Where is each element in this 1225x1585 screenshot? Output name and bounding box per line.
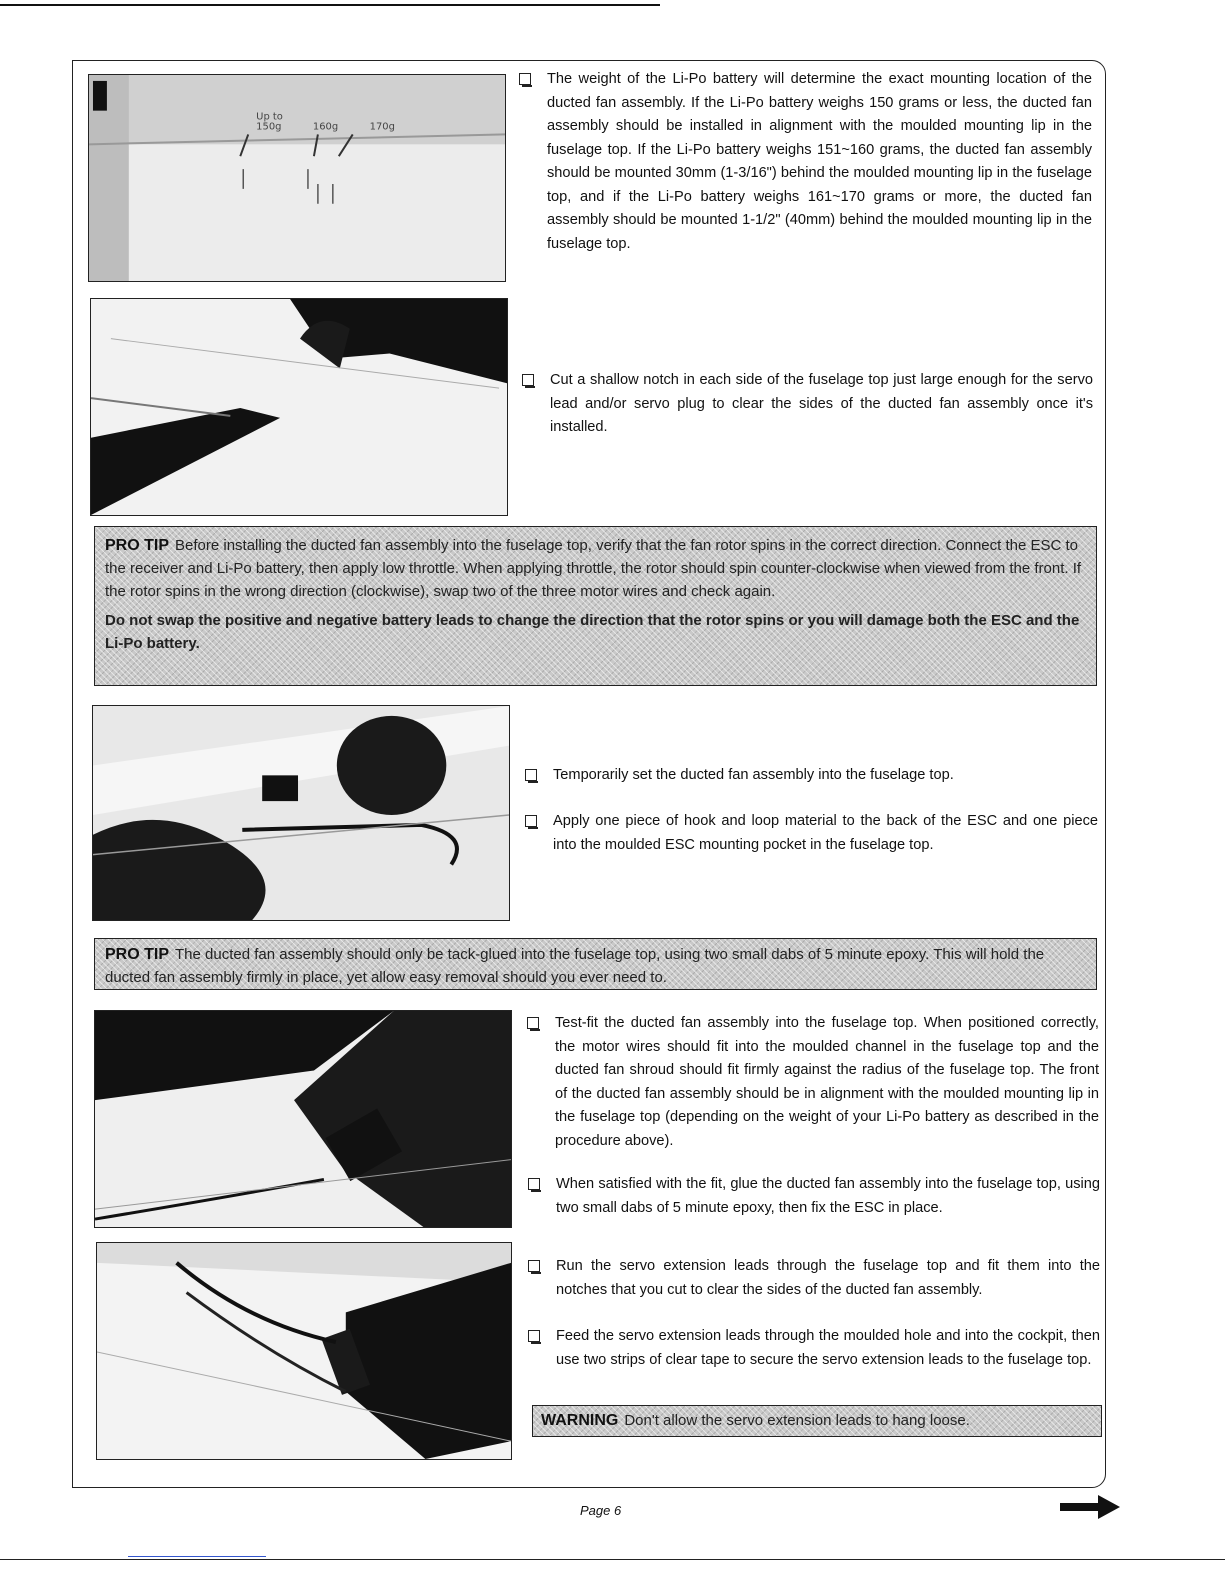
checkbox-icon[interactable]	[527, 1017, 539, 1029]
pro-tip-body	[105, 534, 1086, 603]
photo-mark-160g: 160g	[312, 121, 339, 133]
pro-tip-text: The ducted fan assembly should only be tack-glued into the fuselage top, using two small dabs of 5 minute epoxy. This will hold the ducted fan assembly firmly in place, yet allow easy removal should you ever need to.	[105, 946, 1045, 986]
step-text: When satisfied with the fit, glue the ducted fan assembly into the fuselage top, using two small dabs of 5 minute epoxy, then fix the ESC in place.	[556, 1176, 1100, 1216]
step-text: Run the servo extension leads through the fuselage top and fit them into the notches that you cut to clear the sides of the ducted fan assembly.	[556, 1258, 1100, 1298]
photo-test-fit-image	[95, 1011, 511, 1227]
pro-tip-label: PRO TIP	[105, 946, 170, 963]
photo-esc-pocket	[92, 705, 510, 921]
step-text: Apply one piece of hook and loop material to the back of the ESC and one piece into the moulded ESC mounting pocket in the fuselage top.	[553, 813, 1098, 853]
photo-mounting-marks	[88, 74, 506, 282]
photo-mark-up-to: Up to	[256, 111, 283, 123]
warning-box	[532, 1405, 1102, 1437]
step-text: Cut a shallow notch in each side of the fuselage top just large enough for the servo lead and/or servo plug to clear the sides of the ducted fan assembly once it's installed.	[550, 372, 1093, 435]
checkbox-icon[interactable]	[525, 815, 537, 827]
photo-servo-leads	[96, 1242, 512, 1460]
bottom-rule	[0, 1559, 1225, 1560]
step-feed-leads	[556, 1325, 1100, 1372]
photo-mounting-marks-image	[89, 75, 505, 281]
checkbox-icon[interactable]	[519, 73, 531, 85]
step-battery-weight	[547, 68, 1092, 256]
step-cut-notch	[550, 369, 1093, 440]
pro-tip-tack-glue	[94, 938, 1097, 990]
warning-label: WARNING	[541, 1412, 619, 1429]
top-rule	[0, 4, 660, 6]
step-text: Temporarily set the ducted fan assembly into the fuselage top.	[553, 767, 954, 783]
step-test-fit	[555, 1012, 1099, 1153]
pro-tip-body	[105, 943, 1086, 989]
checkbox-icon[interactable]	[528, 1178, 540, 1190]
step-hook-loop	[553, 810, 1098, 857]
photo-test-fit	[94, 1010, 512, 1228]
checkbox-icon[interactable]	[528, 1260, 540, 1272]
photo-servo-leads-image	[97, 1243, 511, 1459]
photo-mark-170g: 170g	[369, 121, 395, 133]
bottom-link-underline	[128, 1556, 266, 1557]
pro-tip-label: PRO TIP	[105, 537, 170, 554]
photo-notch	[90, 298, 508, 516]
step-run-leads	[556, 1255, 1100, 1302]
pro-tip-warning: Do not swap the positive and negative battery leads to change the direction that the rotor spins or you will damage both the ESC and the Li-Po battery.	[105, 612, 1080, 652]
photo-notch-image	[91, 299, 507, 515]
pro-tip-text: Before installing the ducted fan assembly into the fuselage top, verify that the fan rotor spins in the correct direction. Connect the ESC to the receiver and Li-Po battery, then apply low throttle. When applying throttle, the rotor should spin counter-clockwise when viewed from the front. If the rotor spins in the wrong direction (clockwise), swap two of the three motor wires and check again.	[105, 537, 1082, 600]
step-text: Feed the servo extension leads through the moulded hole and into the cockpit, then use two strips of clear tape to secure the servo extension leads to the fuselage top.	[556, 1328, 1100, 1368]
warning-text: Don't allow the servo extension leads to hang loose.	[624, 1412, 970, 1429]
photo-esc-pocket-image	[93, 706, 509, 920]
photo-mark-150g: 150g	[256, 121, 282, 133]
checkbox-icon[interactable]	[522, 374, 534, 386]
step-glue-assembly	[556, 1173, 1100, 1220]
checkbox-icon[interactable]	[528, 1330, 540, 1342]
checkbox-icon[interactable]	[525, 769, 537, 781]
pro-tip-rotor-direction	[94, 526, 1097, 686]
right-arrow-icon[interactable]	[1060, 1493, 1120, 1521]
step-text: Test-fit the ducted fan assembly into the fuselage top. When positioned correctly, the motor wires should fit into the moulded channel in the fuselage top and the ducted fan shroud should fit firmly against the radius of the fuselage top. The front of the ducted fan assembly should be in alignment with the moulded mounting lip in the fuselage top (depending on the weight of your Li-Po battery as described in the procedure above).	[555, 1015, 1099, 1149]
step-set-assembly	[553, 764, 1093, 788]
page-number: Page 6	[580, 1503, 622, 1518]
step-text: The weight of the Li-Po battery will determine the exact mounting location of the ducted fan assembly. If the Li-Po battery weighs 150 grams or less, the ducted fan assembly should be installed in alignment with the moulded mounting lip in the fuselage top. If the Li-Po battery weighs 151~160 grams, the ducted fan assembly should be mounted 30mm (1-3/16") behind the moulded mounting lip in the fuselage top, and if the Li-Po battery weighs 161~170 grams or more, the ducted fan assembly should be mounted 1-1/2" (40mm) behind the moulded mounting lip in the fuselage top.	[547, 71, 1092, 252]
warning-body	[541, 1409, 1093, 1432]
